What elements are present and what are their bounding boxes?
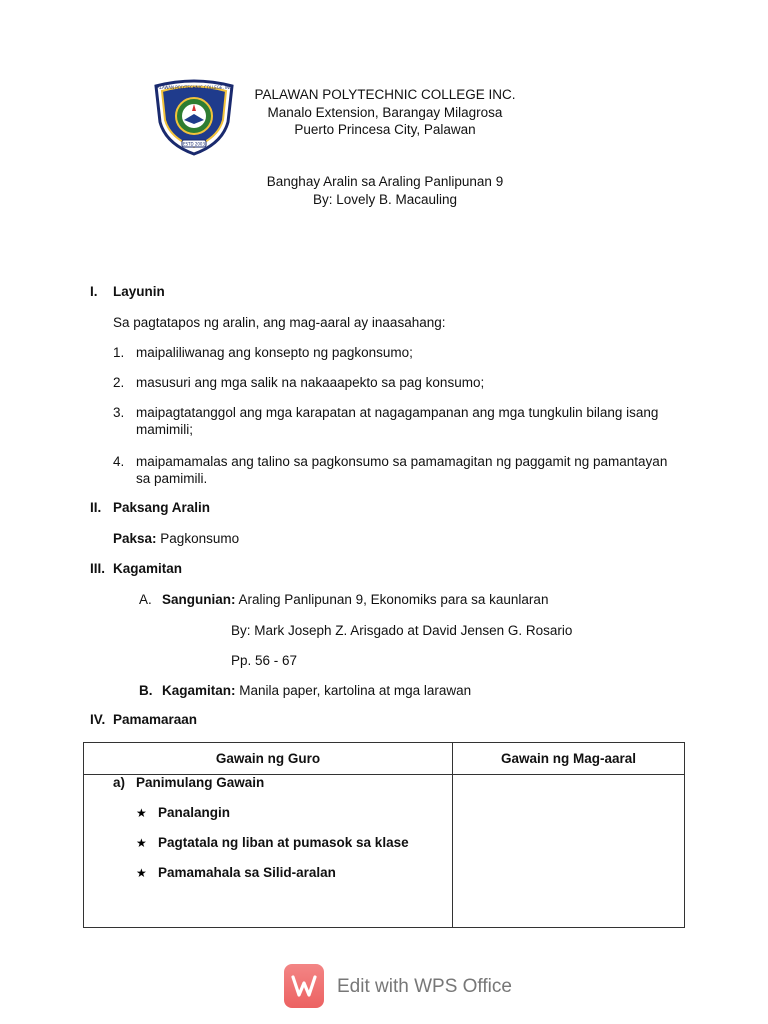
pamamaraan-table bbox=[83, 742, 685, 928]
school-name: PALAWAN POLYTECHNIC COLLEGE INC. bbox=[254, 87, 516, 102]
objective-number: 1. bbox=[113, 345, 125, 360]
edit-with-wps-button[interactable] bbox=[284, 964, 524, 1008]
list-letter: A. bbox=[139, 592, 152, 607]
kagamitan-line bbox=[139, 682, 471, 699]
column-header-guro: Gawain ng Guro bbox=[84, 743, 453, 775]
wps-logo-icon bbox=[284, 964, 324, 1008]
sangunian-line bbox=[139, 591, 548, 608]
sangunian-authors: By: Mark Joseph Z. Arisgado at David Jensen G. Rosario bbox=[231, 623, 573, 638]
objective-number: 3. bbox=[113, 405, 125, 420]
objective-text: maipaliliwanag ang konsepto ng pagkonsumo; bbox=[136, 345, 413, 360]
plan-title: Banghay Aralin sa Araling Panlipunan 9 bbox=[266, 174, 504, 189]
wps-w-glyph-icon bbox=[284, 964, 324, 1008]
school-address-line1: Manalo Extension, Barangay Milagrosa bbox=[267, 104, 503, 120]
section-number: III. bbox=[90, 561, 106, 576]
bullet-text: Pagtatala ng liban at pumasok sa klase bbox=[158, 835, 409, 850]
section-paksang-aralin-heading bbox=[90, 500, 210, 515]
section-title: Paksang Aralin bbox=[113, 500, 211, 515]
star-bullet-icon: ★ bbox=[136, 806, 147, 820]
paksa-value: Pagkonsumo bbox=[156, 531, 240, 546]
paksa-line bbox=[113, 530, 239, 547]
objective-text: maipamamalas ang talino sa pagkonsumo sa pamamagitan ng paggamit ng pamantayan sa pamimili. bbox=[136, 454, 668, 486]
objective-item bbox=[113, 404, 683, 438]
objective-item bbox=[113, 374, 683, 391]
sangunian-label: Sangunian: bbox=[162, 592, 236, 607]
list-letter: B. bbox=[139, 683, 153, 698]
plan-author: By: Lovely B. Macauling bbox=[312, 191, 458, 207]
section-title: Kagamitan bbox=[113, 561, 183, 576]
seal-year-text: ESTD 2003 bbox=[182, 141, 206, 147]
section-number: I. bbox=[90, 284, 98, 299]
section-title: Layunin bbox=[113, 284, 165, 299]
paksa-label: Paksa: bbox=[113, 531, 157, 546]
section-number: II. bbox=[90, 500, 102, 515]
bullet-text: Panalangin bbox=[158, 805, 231, 820]
school-header bbox=[180, 86, 590, 139]
objective-text: maipagtatanggol ang mga karapatan at nagagampanan ang mga tungkulin bilang isang mamimili; bbox=[136, 405, 659, 437]
section-pamamaraan-heading bbox=[90, 712, 197, 727]
guro-cell bbox=[84, 775, 453, 928]
school-address-line2: Puerto Princesa City, Palawan bbox=[294, 122, 476, 137]
objective-item bbox=[113, 453, 683, 487]
layunin-intro: Sa pagtatapos ng aralin, ang mag-aaral ay inaasahang: bbox=[113, 315, 446, 330]
sangunian-pages: Pp. 56 - 67 bbox=[231, 653, 298, 668]
kagamitan-value: Manila paper, kartolina at mga larawan bbox=[235, 683, 472, 698]
subsection-letter: a) bbox=[113, 775, 126, 790]
plan-header bbox=[180, 173, 590, 208]
section-number: IV. bbox=[90, 712, 106, 727]
column-header-mag-aaral: Gawain ng Mag-aaral bbox=[453, 743, 685, 775]
bullet-item bbox=[136, 835, 409, 850]
objective-number: 2. bbox=[113, 375, 125, 390]
section-layunin-heading bbox=[90, 284, 165, 299]
star-bullet-icon: ★ bbox=[136, 836, 147, 850]
kagamitan-label: Kagamitan: bbox=[162, 683, 236, 698]
sangunian-value: Araling Panlipunan 9, Ekonomiks para sa kaunlaran bbox=[235, 592, 549, 607]
bullet-text: Pamamahala sa Silid-aralan bbox=[158, 865, 336, 880]
bullet-item bbox=[136, 865, 336, 880]
edit-with-wps-label: Edit with WPS Office bbox=[337, 976, 512, 997]
star-bullet-icon: ★ bbox=[136, 866, 147, 880]
bullet-item bbox=[136, 805, 230, 820]
section-title: Pamamaraan bbox=[113, 712, 198, 727]
objective-number: 4. bbox=[113, 454, 125, 469]
section-kagamitan-heading bbox=[90, 561, 182, 576]
seal-arc-text: PALAWAN POLYTECHNIC COLLEGE, INC. bbox=[154, 85, 234, 90]
objective-text: masusuri ang mga salik na nakaaapekto sa pag konsumo; bbox=[136, 375, 485, 390]
mag-aaral-cell bbox=[453, 775, 685, 928]
objective-item bbox=[113, 344, 683, 361]
subsection-title: Panimulang Gawain bbox=[136, 775, 265, 790]
subsection-heading bbox=[113, 775, 264, 790]
